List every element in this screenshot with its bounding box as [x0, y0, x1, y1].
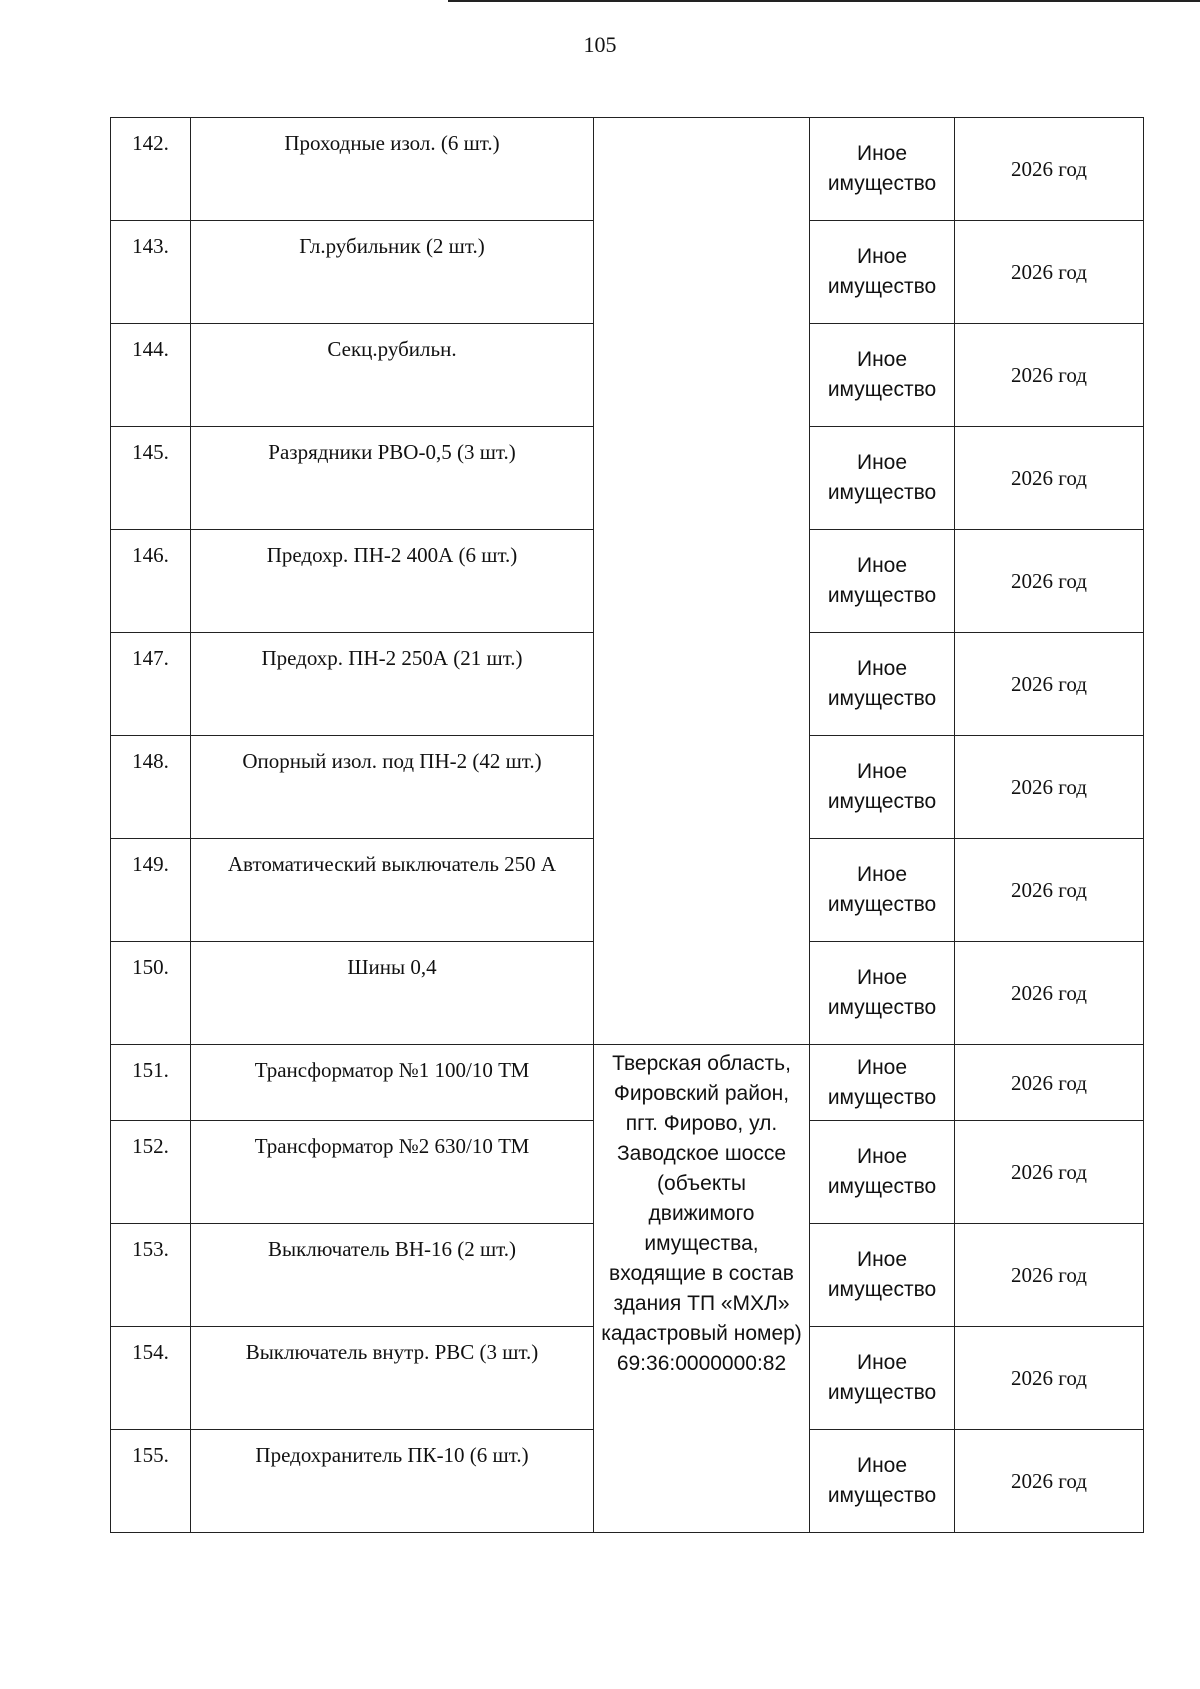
- year-cell: 2026 год: [955, 942, 1144, 1045]
- property-type: Иное имущество: [810, 530, 955, 633]
- item-name: Выключатель ВН-16 (2 шт.): [191, 1224, 594, 1327]
- address-line: Заводское шоссе: [616, 1142, 787, 1165]
- row-number: 143.: [111, 221, 191, 324]
- row-number: 144.: [111, 324, 191, 427]
- year-cell: 2026 год: [955, 221, 1144, 324]
- year-cell: 2026 год: [955, 633, 1144, 736]
- year-cell: 2026 год: [955, 1121, 1144, 1224]
- item-name: Предохр. ПН-2 400А (6 шт.): [191, 530, 594, 633]
- property-type: Иное имущество: [810, 736, 955, 839]
- item-name: Выключатель внутр. РВС (3 шт.): [191, 1327, 594, 1430]
- address-line: движимого: [648, 1202, 755, 1225]
- property-type: Иное имущество: [810, 942, 955, 1045]
- address-cell-empty: [594, 118, 810, 1045]
- item-name: Автоматический выключатель 250 А: [191, 839, 594, 942]
- row-number: 147.: [111, 633, 191, 736]
- property-type: Иное имущество: [810, 118, 955, 221]
- row-number: 155.: [111, 1430, 191, 1533]
- row-number: 153.: [111, 1224, 191, 1327]
- address-line: имущества,: [644, 1232, 759, 1255]
- year-cell: 2026 год: [955, 1327, 1144, 1430]
- item-name: Разрядники РВО-0,5 (3 шт.): [191, 427, 594, 530]
- year-cell: 2026 год: [955, 530, 1144, 633]
- row-number: 145.: [111, 427, 191, 530]
- top-rule: [448, 0, 1200, 2]
- property-type: Иное имущество: [810, 1224, 955, 1327]
- year-cell: 2026 год: [955, 736, 1144, 839]
- row-number: 149.: [111, 839, 191, 942]
- year-cell: 2026 год: [955, 1430, 1144, 1533]
- property-type: Иное имущество: [810, 1045, 955, 1121]
- property-type: Иное имущество: [810, 1327, 955, 1430]
- item-name: Трансформатор №2 630/10 ТМ: [191, 1121, 594, 1224]
- row-number: 146.: [111, 530, 191, 633]
- property-table: [110, 117, 1144, 1533]
- item-name: Предохранитель ПК-10 (6 шт.): [191, 1430, 594, 1533]
- table-row: [111, 1045, 1144, 1121]
- property-type: Иное имущество: [810, 1121, 955, 1224]
- address-line: (объекты: [657, 1172, 746, 1195]
- address-line: 69:36:0000000:82: [616, 1352, 787, 1375]
- address-line: кадастровый номер): [601, 1322, 802, 1345]
- year-cell: 2026 год: [955, 839, 1144, 942]
- table-row: [111, 118, 1144, 221]
- address-line: пгт. Фирово, ул.: [625, 1112, 778, 1135]
- row-number: 154.: [111, 1327, 191, 1430]
- year-cell: 2026 год: [955, 118, 1144, 221]
- address-cell: [594, 1045, 810, 1533]
- page-number: 105: [583, 32, 617, 57]
- property-type: Иное имущество: [810, 1430, 955, 1533]
- property-type: Иное имущество: [810, 839, 955, 942]
- item-name: Секц.рубильн.: [191, 324, 594, 427]
- year-cell: 2026 год: [955, 1224, 1144, 1327]
- item-name: Опорный изол. под ПН-2 (42 шт.): [191, 736, 594, 839]
- item-name: Проходные изол. (6 шт.): [191, 118, 594, 221]
- row-number: 151.: [111, 1045, 191, 1121]
- address-line: здания ТП «МХЛ»: [613, 1292, 790, 1315]
- year-cell: 2026 год: [955, 324, 1144, 427]
- property-type: Иное имущество: [810, 221, 955, 324]
- row-number: 148.: [111, 736, 191, 839]
- address-line: Фировский район,: [613, 1082, 790, 1105]
- year-cell: 2026 год: [955, 427, 1144, 530]
- address-line: Тверская область,: [612, 1052, 791, 1075]
- row-number: 142.: [111, 118, 191, 221]
- row-number: 152.: [111, 1121, 191, 1224]
- property-table-body: [111, 118, 1144, 1533]
- year-cell: 2026 год: [955, 1045, 1144, 1121]
- property-type: Иное имущество: [810, 427, 955, 530]
- item-name: Гл.рубильник (2 шт.): [191, 221, 594, 324]
- property-type: Иное имущество: [810, 633, 955, 736]
- item-name: Трансформатор №1 100/10 ТМ: [191, 1045, 594, 1121]
- row-number: 150.: [111, 942, 191, 1045]
- address-line: входящие в состав: [609, 1262, 794, 1285]
- item-name: Шины 0,4: [191, 942, 594, 1045]
- property-type: Иное имущество: [810, 324, 955, 427]
- item-name: Предохр. ПН-2 250А (21 шт.): [191, 633, 594, 736]
